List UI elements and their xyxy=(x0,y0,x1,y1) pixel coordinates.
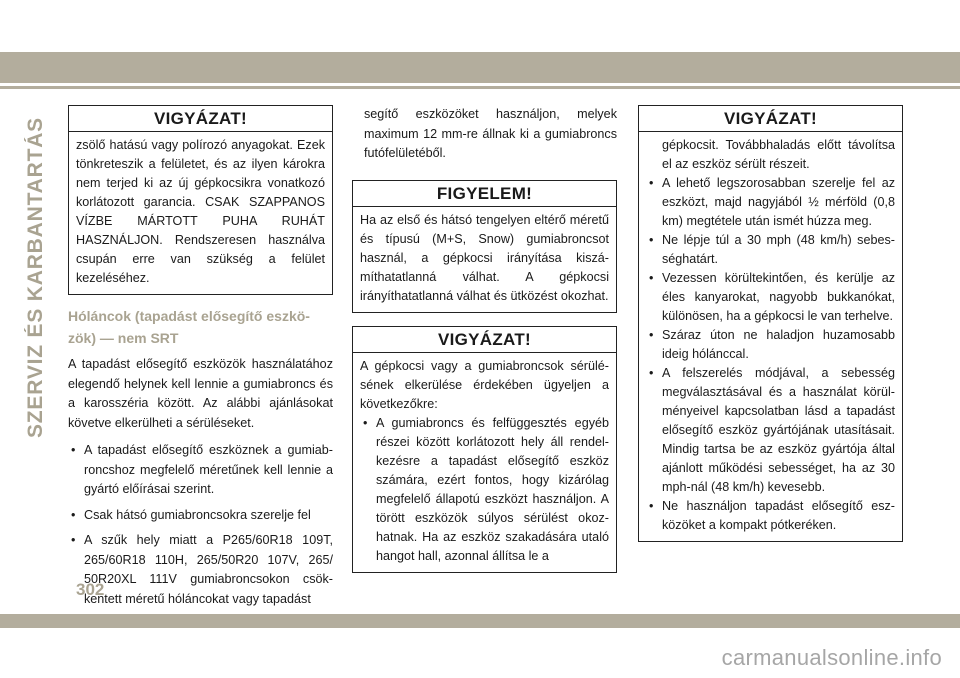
footer-band xyxy=(0,614,960,628)
warning-box-text: zsölő hatású vagy polírozó anyagokat. Ezek tönkreteszik a felületet, és az ilyen károkra nem terjed ki az új gépkocsikra vonatkozó korlátozott garancia. CSAK SZAPPANOS VÍZBE MÁRTOTT PUHA RUHÁT HASZNÁLJON. Rendszeresen használva csupán erre van szükség a felület kezeléséhez. xyxy=(76,138,325,285)
list-item: • A gumiabroncs és felfüggesztés egyéb részei között korlátozott hely áll rendelkezésre a tapadást elősegítő eszköz számára, ezért fontos, hogy kizárólag megfelelő állapotú eszközt használjon. A törött eszközök súlyos sérülést okozhatnak. Ha az eszköz szakadására utaló hangot hall, azonnal állítsa le a xyxy=(360,414,609,566)
list-item: • A felszerelés módjával, a sebesség megválasztásával és a használat körülményeivel kapcsolatban lásd a tapadást elősegítő eszköz gyártójának utasításait. Mindig tartsa be az eszköz gyártója által ajánlott működési sebességet, ha az 30 mph-nál (48 km/h) kevesebb. xyxy=(646,364,895,497)
warning-bullet-list xyxy=(360,414,609,566)
warning-box-content xyxy=(639,132,902,541)
list-item: • A szűk hely miatt a P265/60R18 109T, 265/60R18 110H, 265/50R20 107V, 265/ 50R20XL 111V gumiabroncsokon csökkentett méretű hóláncokat vagy tapadást xyxy=(68,531,333,609)
column-left xyxy=(68,105,333,615)
header-band xyxy=(0,52,960,83)
column-middle xyxy=(352,105,617,573)
body-bullet-list xyxy=(68,441,333,609)
notice-box xyxy=(352,180,617,313)
column-right xyxy=(638,105,903,542)
warning-bullet-list xyxy=(646,174,895,535)
header-rule xyxy=(0,86,960,89)
warning-box-title: VIGYÁZAT! xyxy=(353,327,616,353)
list-item: • A lehető legszorosabban szerelje fel az eszközt, majd nagyjából ½ mérföld (0,8 km) megtétele után ismét húzza meg. xyxy=(646,174,895,231)
page-number: 302 xyxy=(76,580,105,599)
warning-intro-text: A gépkocsi vagy a gumiabroncsok sérülésének elkerülése érdekében ügyeljen a következőkre: xyxy=(360,358,609,411)
list-item: • A tapadást elősegítő eszköznek a gumiabroncshoz megfelelő méretűnek kell lennie a gyártó előírásai szerint. xyxy=(68,441,333,500)
notice-box-title: FIGYELEM! xyxy=(353,181,616,207)
warning-box-continued xyxy=(638,105,903,542)
watermark-text: carmanualsonline.info xyxy=(721,645,942,670)
list-item: • Csak hátsó gumiabroncsokra szerelje fel xyxy=(68,506,333,526)
section-side-title: SZERVIZ ÉS KARBANTARTÁS xyxy=(24,117,47,438)
warning-box-title: VIGYÁZAT! xyxy=(639,106,902,132)
warning-box-title: VIGYÁZAT! xyxy=(69,106,332,132)
list-item: • Ne használjon tapadást elősegítő eszközöket a kompakt pótkeréken. xyxy=(646,497,895,535)
warning-box xyxy=(352,326,617,573)
list-item: • Ne lépje túl a 30 mph (48 km/h) sebességhatárt. xyxy=(646,231,895,269)
body-paragraph: A tapadást elősegítő eszközök használatához elegendő helynek kell lennie a gumiabroncs és a karosszéria között. Az alábbi ajánlásokat követve elkerülheti a sérüléseket. xyxy=(68,357,333,430)
warning-box-continued xyxy=(68,105,333,295)
notice-box-text: Ha az első és hátsó tengelyen eltérő méretű és típusú (M+S, Snow) gumiabroncsot használ, a gépkocsi irányítása kiszámíthatatlanná válhat. A gépkocsi irányíthatatlanná válhat és ütközést okozhat. xyxy=(360,212,609,303)
list-item: • Vezessen körültekintően, és kerülje az éles kanyarokat, nagyobb bukkanókat, különösen, ha a gépkocsi le van terhelve. xyxy=(646,269,895,326)
list-item: • Száraz úton ne haladjon huzamosabb ideig hólánccal. xyxy=(646,326,895,364)
warning-continued-text: gépkocsit. Továbbhaladás előtt távolítsa el az eszköz sérült részeit. xyxy=(662,138,895,171)
continued-bullet-text: segítő eszközöket használjon, melyek maximum 12 mm-re állnak ki a gumiabroncs futófelületéből. xyxy=(364,107,617,160)
section-heading-snow-chains: Hóláncok (tapadást elősegítő eszközök) — nem SRT xyxy=(68,308,310,346)
warning-box-content xyxy=(353,353,616,572)
